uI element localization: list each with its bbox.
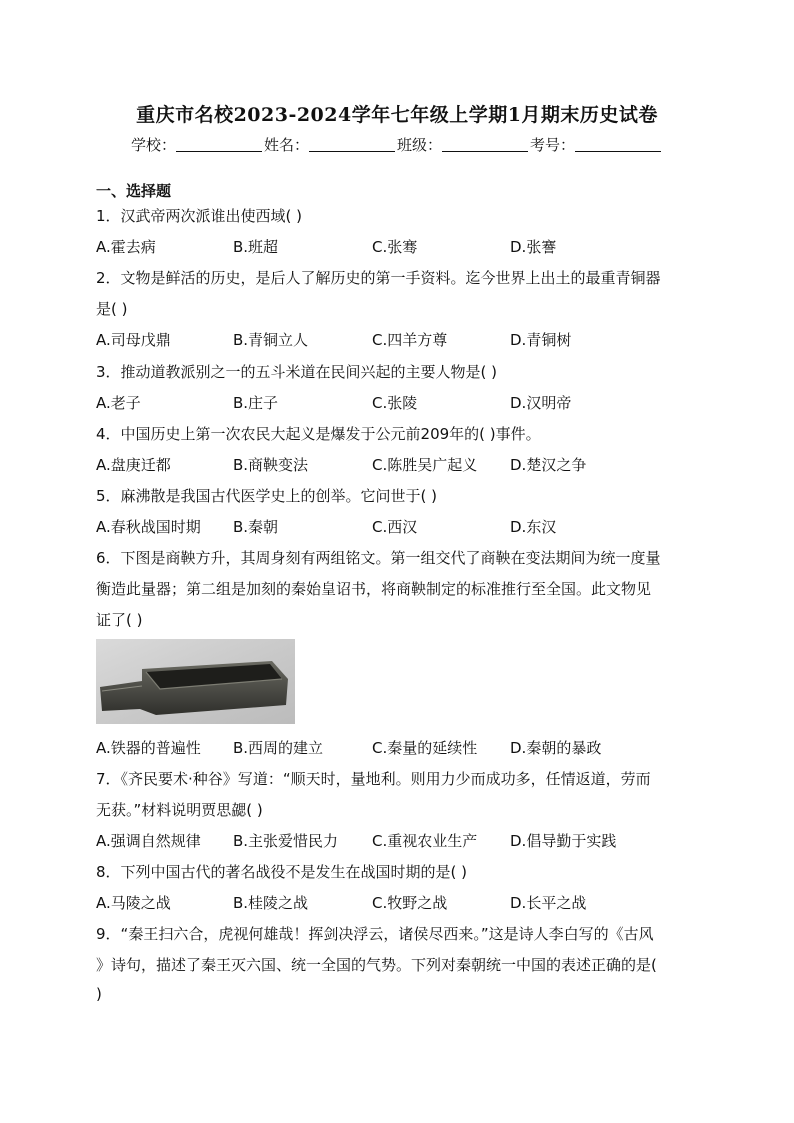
option-d: D.楚汉之争 (510, 456, 587, 474)
option-a: A.春秋战国时期 (96, 518, 201, 536)
question-1-options (96, 236, 700, 256)
question-7-text-cont: 无获。”材料说明贾思勰( ) (96, 801, 263, 819)
option-d: D.长平之战 (510, 894, 587, 912)
school-label: 学校： (130, 136, 176, 154)
page-title: 重庆市名校2023-2024学年七年级上学期1月期末历史试卷 (136, 104, 658, 126)
question-2-text: 2．文物是鲜活的历史，是后人了解历史的第一手资料。迄今世界上出土的最重青铜器 (96, 269, 661, 287)
artifact-photo (96, 639, 295, 724)
question-5-options (96, 516, 700, 536)
option-c: C.张陵 (372, 394, 418, 412)
question-4-options (96, 454, 700, 474)
option-a: A.盘庚迁都 (96, 456, 171, 474)
option-b: B.青铜立人 (233, 331, 309, 349)
question-6-text: 6．下图是商鞅方升，其周身刻有两组铭文。第一组交代了商鞅在变法期间为统一度量 (96, 549, 661, 567)
option-b: B.班超 (233, 238, 279, 256)
option-b: B.庄子 (233, 394, 279, 412)
question-2-options (96, 329, 700, 349)
option-c: C.重视农业生产 (372, 832, 478, 850)
option-a: A.铁器的普遍性 (96, 739, 201, 757)
option-a: A.老子 (96, 394, 141, 412)
question-3-text: 3．推动道教派别之一的五斗米道在民间兴起的主要人物是( ) (96, 363, 498, 381)
option-a: A.霍去病 (96, 238, 156, 256)
question-9-text-cont2: ) (96, 985, 102, 1003)
student-info-row (0, 134, 794, 155)
question-1-text: 1．汉武帝两次派谁出使西域( ) (96, 207, 303, 225)
question-7-options (96, 830, 700, 850)
question-6-text-cont: 衡造此量器；第二组是加刻的秦始皇诏书，将商鞅制定的标准推行至全国。此文物见 (96, 580, 652, 598)
question-7-text: 7．《齐民要术·种谷》写道：“顺天时，量地利。则用力少而成功多，任情返道，劳而 (96, 770, 651, 788)
question-6-options (96, 737, 700, 757)
option-c: C.张骞 (372, 238, 418, 256)
option-d: D.东汉 (510, 518, 557, 536)
option-d: D.青铜树 (510, 331, 572, 349)
name-label: 姓名： (263, 136, 309, 154)
option-d: D.倡导勤于实践 (510, 832, 617, 850)
question-2-text-cont: 是( ) (96, 300, 128, 318)
question-9-text-cont: 》诗句，描述了秦王灭六国、统一全国的气势。下列对秦朝统一中国的表述正确的是( (96, 956, 657, 974)
option-d: D.秦朝的暴政 (510, 739, 602, 757)
option-b: B.主张爱惜民力 (233, 832, 339, 850)
option-a: A.强调自然规律 (96, 832, 201, 850)
option-d: D.汉明帝 (510, 394, 572, 412)
question-4-text: 4．中国历史上第一次农民大起义是爆发于公元前209年的( )事件。 (96, 425, 541, 443)
option-d: D.张謇 (510, 238, 557, 256)
question-6-text-cont2: 证了( ) (96, 611, 143, 629)
class-blank (442, 137, 528, 152)
question-9-text: 9．“秦王扫六合，虎视何雄哉！挥剑决浮云，诸侯尽西来。”这是诗人李白写的《古风 (96, 925, 654, 943)
option-a: A.司母戊鼎 (96, 331, 171, 349)
option-c: C.四羊方尊 (372, 331, 448, 349)
school-blank (176, 137, 262, 152)
option-b: B.西周的建立 (233, 739, 324, 757)
option-b: B.桂陵之战 (233, 894, 309, 912)
number-blank (575, 137, 661, 152)
question-8-options (96, 892, 700, 912)
question-8-text: 8．下列中国古代的著名战役不是发生在战国时期的是( ) (96, 863, 468, 881)
option-c: C.秦量的延续性 (372, 739, 478, 757)
question-5-text: 5．麻沸散是我国古代医学史上的创举。它问世于( ) (96, 487, 438, 505)
option-b: B.商鞅变法 (233, 456, 309, 474)
option-a: A.马陵之战 (96, 894, 171, 912)
option-c: C.牧野之战 (372, 894, 448, 912)
option-c: C.陈胜吴广起义 (372, 456, 478, 474)
option-b: B.秦朝 (233, 518, 279, 536)
name-blank (309, 137, 395, 152)
number-label: 考号： (530, 136, 576, 154)
option-c: C.西汉 (372, 518, 418, 536)
question-3-options (96, 392, 700, 412)
class-label: 班级： (397, 136, 443, 154)
section-heading: 一、选择题 (96, 182, 172, 200)
